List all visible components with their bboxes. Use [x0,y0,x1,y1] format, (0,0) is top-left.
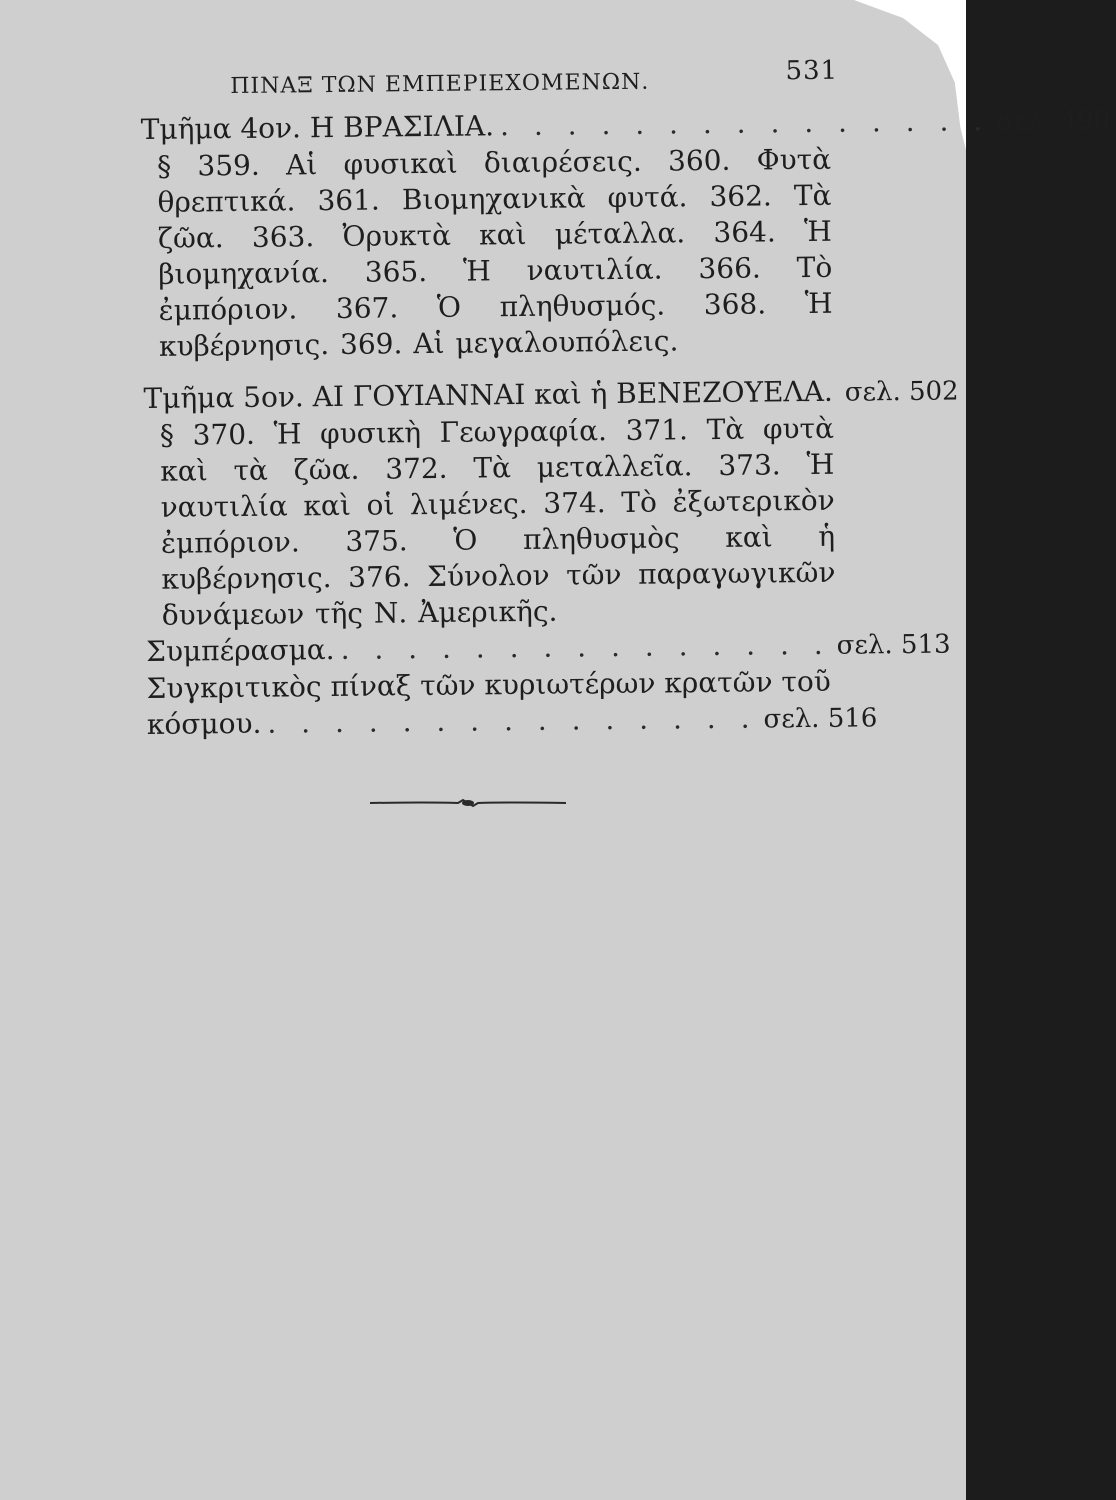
header-title: ΠΙΝΑΞ ΤΩΝ ΕΜΠΕΡΙΕΧΟΜΕΝΩΝ. [230,69,650,100]
comparative-table-label: Συγκριτικὸς πίναξ τῶν κυριωτέρων κρατῶν τοῦ [146,664,831,705]
dot-leader: . . . . . . . . . . . . . . . [340,627,831,666]
dot-leader: . . . . . . . . . . . . . . . [267,701,758,740]
section-heading: Τμῆμα 4ον. Η ΒΡΑΣΙΛΙΑ. [140,109,495,146]
page-number: 531 [785,55,839,87]
toc-section-5 [143,374,959,634]
toc-section-4 [140,104,1111,365]
table-of-contents [140,53,1111,744]
section-heading: Τμῆμα 5ον. ΑΙ ΓΟΥΙΑΝΝΑΙ καὶ ἡ ΒΕΝΕΖΟΥΕΛΑ. [143,374,833,415]
page-ref: σελ. 502 [844,376,959,408]
page-ref: σελ. 516 [763,703,878,735]
page-ref: σελ. 490 [996,105,1111,138]
page-ref: σελ. 513 [836,629,951,661]
dot-leader: . . . . . . . . . . . . . . . [499,104,991,143]
conclusion-label: Συμπέρασμα. [146,632,335,668]
toc-comparative-table [146,664,878,744]
running-header [140,53,839,104]
comparative-table-line-2 [146,700,878,744]
section-contents: § 359. Αἱ φυσικαὶ διαιρέσεις. 360. Φυτὰ θρεπτικά. 361. Βιομηχανικὰ φυτά. 362. Τὰ ζῶα. 363. Ὀρυκτὰ καὶ μέταλλα. 364. Ἡ βιομηχανία. 365. Ἡ ναυτιλία. 366. Τὸ ἐμπόριον. 367. Ὁ πληθυσμός. 368. Ἡ κυβέρνησις. 369. Αἱ μεγαλουπόλεις. [156,142,833,363]
section-contents: § 370. Ἡ φυσικὴ Γεωγραφία. 371. Τὰ φυτὰ καὶ τὰ ζῶα. 372. Τὰ μεταλλεῖα. 373. Ἡ ναυτιλία καὶ οἱ λιμένες. 374. Τὸ ἐξωτερικὸν ἐμπόριον. 375. Ὁ πληθυσμὸς καὶ ἡ κυβέρνησις. 376. Σύνολον τῶν παραγωγικῶν δυνάμεων τῆς Ν. Ἀμερικῆς. [159,411,836,632]
comparative-table-label-cont: κόσμου. [146,706,262,741]
ornamental-divider [368,798,568,808]
